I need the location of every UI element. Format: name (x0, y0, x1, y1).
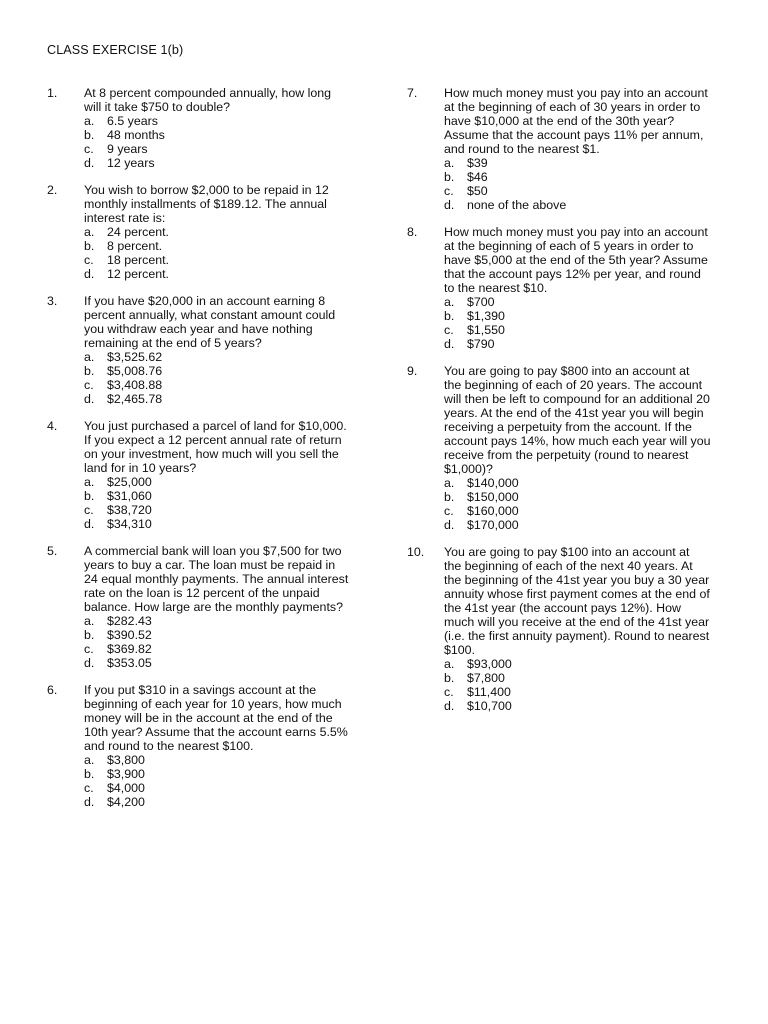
answer-option (444, 309, 727, 323)
option-letter: d. (444, 699, 455, 713)
option-text: $4,000 (107, 781, 145, 795)
option-letter: b. (84, 628, 95, 642)
option-text: $160,000 (467, 504, 519, 518)
answer-option (84, 114, 377, 128)
answer-option (84, 475, 377, 489)
option-letter: a. (84, 114, 95, 128)
answer-option (444, 337, 727, 351)
option-letter: b. (444, 309, 455, 323)
option-text: $3,800 (107, 753, 145, 767)
answer-option (444, 490, 727, 504)
option-text: $25,000 (107, 475, 152, 489)
left-column (47, 86, 377, 822)
option-text: $1,550 (467, 323, 505, 337)
option-letter: d. (84, 267, 95, 281)
answer-option (84, 503, 377, 517)
question-number: 2. (47, 183, 58, 197)
option-text: 24 percent. (107, 225, 169, 239)
option-text: $4,200 (107, 795, 145, 809)
option-letter: d. (84, 795, 95, 809)
option-text: $3,525.62 (107, 350, 163, 364)
question-item (407, 545, 727, 713)
answer-option (84, 128, 377, 142)
question-text: How much money must you pay into an account at the beginning of each of 30 years in order to have $10,000 at the end of the 30th year? Assume that the account pays 11% per annum, and round to the nearest $1. (444, 86, 708, 156)
option-letter: c. (84, 142, 94, 156)
option-text: $150,000 (467, 490, 519, 504)
question-body (84, 294, 377, 406)
option-letter: c. (84, 781, 94, 795)
question-number: 8. (407, 225, 418, 239)
option-letter: d. (84, 392, 95, 406)
answer-option (444, 476, 727, 490)
option-letter: c. (444, 184, 454, 198)
answer-option (84, 642, 377, 656)
question-number: 6. (47, 683, 58, 697)
answer-option (444, 170, 727, 184)
question-number: 9. (407, 364, 418, 378)
option-text: $1,390 (467, 309, 505, 323)
answer-option (444, 671, 727, 685)
answer-option (444, 295, 727, 309)
answer-option (84, 253, 377, 267)
answer-option (84, 753, 377, 767)
question-item (47, 183, 377, 281)
question-number: 5. (47, 544, 58, 558)
question-text: You are going to pay $800 into an account at the beginning of each of 20 years. The account will then be left to compound for an additional 20 years. At the end of the 41st year you will begin receiving a perpetuity from the account. If the account pays 14%, how much each year will you receive from the perpetuity (round to nearest $1,000)? (444, 364, 711, 476)
option-letter: b. (84, 239, 95, 253)
option-text: 6.5 years (107, 114, 158, 128)
question-text: You just purchased a parcel of land for $10,000. If you expect a 12 percent annual rate of return on your investment, how much will you sell the land for in 10 years? (84, 419, 347, 475)
answer-option (84, 392, 377, 406)
option-text: $140,000 (467, 476, 519, 490)
question-text: If you have $20,000 in an account earning 8 percent annually, what constant amount could you withdraw each year and have nothing remaining at the end of 5 years? (84, 294, 336, 350)
option-letter: c. (444, 323, 454, 337)
option-letter: b. (84, 767, 95, 781)
question-item (407, 86, 727, 212)
question-number: 4. (47, 419, 58, 433)
option-letter: b. (84, 128, 95, 142)
option-text: $3,408.88 (107, 378, 163, 392)
answer-option (84, 364, 377, 378)
option-letter: b. (84, 489, 95, 503)
answer-option (84, 225, 377, 239)
option-letter: d. (444, 518, 455, 532)
question-body (444, 364, 727, 532)
question-body (444, 86, 727, 212)
option-text: 48 months (107, 128, 165, 142)
option-letter: a. (84, 475, 95, 489)
question-item (47, 419, 377, 531)
option-text: $3,900 (107, 767, 145, 781)
answer-option (84, 517, 377, 531)
option-text: $390.52 (107, 628, 152, 642)
question-body (84, 419, 377, 531)
question-number: 3. (47, 294, 58, 308)
question-item (407, 225, 727, 351)
option-text: $34,310 (107, 517, 152, 531)
question-item (47, 86, 377, 170)
option-letter: c. (444, 685, 454, 699)
answer-option (444, 504, 727, 518)
answer-option (84, 781, 377, 795)
answer-option (84, 614, 377, 628)
option-letter: d. (84, 656, 95, 670)
option-letter: b. (444, 170, 455, 184)
answer-option (444, 518, 727, 532)
question-number: 1. (47, 86, 58, 100)
option-letter: d. (444, 337, 455, 351)
option-text: $353.05 (107, 656, 152, 670)
question-body (84, 183, 377, 281)
option-letter: c. (444, 504, 454, 518)
option-text: $11,400 (467, 685, 511, 699)
option-text: $170,000 (467, 518, 519, 532)
question-text: At 8 percent compounded annually, how long will it take $750 to double? (84, 86, 332, 114)
option-letter: a. (444, 156, 455, 170)
option-letter: d. (444, 198, 455, 212)
option-text: none of the above (467, 198, 567, 212)
answer-option (84, 795, 377, 809)
option-text: $93,000 (467, 657, 512, 671)
answer-option (444, 198, 727, 212)
answer-option (84, 239, 377, 253)
question-body (84, 86, 377, 170)
option-text: $39 (467, 156, 488, 170)
question-body (444, 545, 727, 713)
question-item (47, 544, 377, 670)
answer-option (84, 767, 377, 781)
option-letter: b. (444, 490, 455, 504)
answer-option (444, 184, 727, 198)
answer-option (444, 657, 727, 671)
question-number: 7. (407, 86, 418, 100)
answer-option (444, 699, 727, 713)
option-text: 12 years (107, 156, 155, 170)
question-text: If you put $310 in a savings account at the beginning of each year for 10 years, how much money will be in the account at the end of the 10th year? Assume that the account earns 5.5% and round to the nearest $100. (84, 683, 348, 753)
option-text: $369.82 (107, 642, 152, 656)
answer-option (84, 656, 377, 670)
option-text: $38,720 (107, 503, 152, 517)
option-letter: a. (84, 614, 95, 628)
answer-option (84, 378, 377, 392)
option-letter: a. (84, 225, 95, 239)
option-text: $5,008.76 (107, 364, 163, 378)
answer-option (444, 323, 727, 337)
option-letter: a. (84, 753, 95, 767)
question-text: You are going to pay $100 into an account at the beginning of each of the next 40 years. At the beginning of the 41st year you buy a 30 year annuity whose first payment comes at the end of the 41st year (the account pays 12%). How much will you receive at the end of the 41st year (i.e. the first annuity payment). Round to nearest $100. (444, 545, 710, 657)
document-title: CLASS EXERCISE 1(b) (47, 43, 184, 57)
option-text: $50 (467, 184, 488, 198)
option-letter: a. (84, 350, 95, 364)
option-text: $7,800 (467, 671, 505, 685)
option-letter: a. (444, 657, 455, 671)
option-letter: c. (84, 642, 94, 656)
answer-option (84, 267, 377, 281)
answer-option (84, 489, 377, 503)
question-body (84, 544, 377, 670)
question-item (47, 683, 377, 809)
answer-option (84, 350, 377, 364)
question-text: A commercial bank will loan you $7,500 for two years to buy a car. The loan must be repaid in 24 equal monthly payments. The annual interest rate on the loan is 12 percent of the unpaid balance. How large are the monthly payments? (84, 544, 349, 614)
question-item (407, 364, 727, 532)
option-text: $46 (467, 170, 488, 184)
option-letter: c. (84, 253, 94, 267)
option-text: 12 percent. (107, 267, 169, 281)
question-text: You wish to borrow $2,000 to be repaid in 12 monthly installments of $189.12. The annual interest rate is: (84, 183, 329, 225)
question-number: 10. (407, 545, 425, 559)
option-letter: a. (444, 476, 455, 490)
option-text: $31,060 (107, 489, 152, 503)
right-column (407, 86, 727, 726)
answer-option (84, 628, 377, 642)
option-text: 8 percent. (107, 239, 163, 253)
option-letter: c. (84, 378, 94, 392)
option-text: $700 (467, 295, 495, 309)
option-letter: b. (444, 671, 455, 685)
option-text: 9 years (107, 142, 148, 156)
option-text: $10,700 (467, 699, 512, 713)
option-text: $2,465.78 (107, 392, 163, 406)
option-text: 18 percent. (107, 253, 169, 267)
option-text: $790 (467, 337, 495, 351)
option-letter: c. (84, 503, 94, 517)
question-body (444, 225, 727, 351)
option-letter: d. (84, 517, 95, 531)
answer-option (444, 685, 727, 699)
question-text: How much money must you pay into an account at the beginning of each of 5 years in order to have $5,000 at the end of the 5th year? Assume that the account pays 12% per year, and round to the nearest $10. (444, 225, 708, 295)
answer-option (84, 142, 377, 156)
option-letter: b. (84, 364, 95, 378)
question-body (84, 683, 377, 809)
question-item (47, 294, 377, 406)
option-text: $282.43 (107, 614, 152, 628)
option-letter: a. (444, 295, 455, 309)
answer-option (84, 156, 377, 170)
answer-option (444, 156, 727, 170)
option-letter: d. (84, 156, 95, 170)
